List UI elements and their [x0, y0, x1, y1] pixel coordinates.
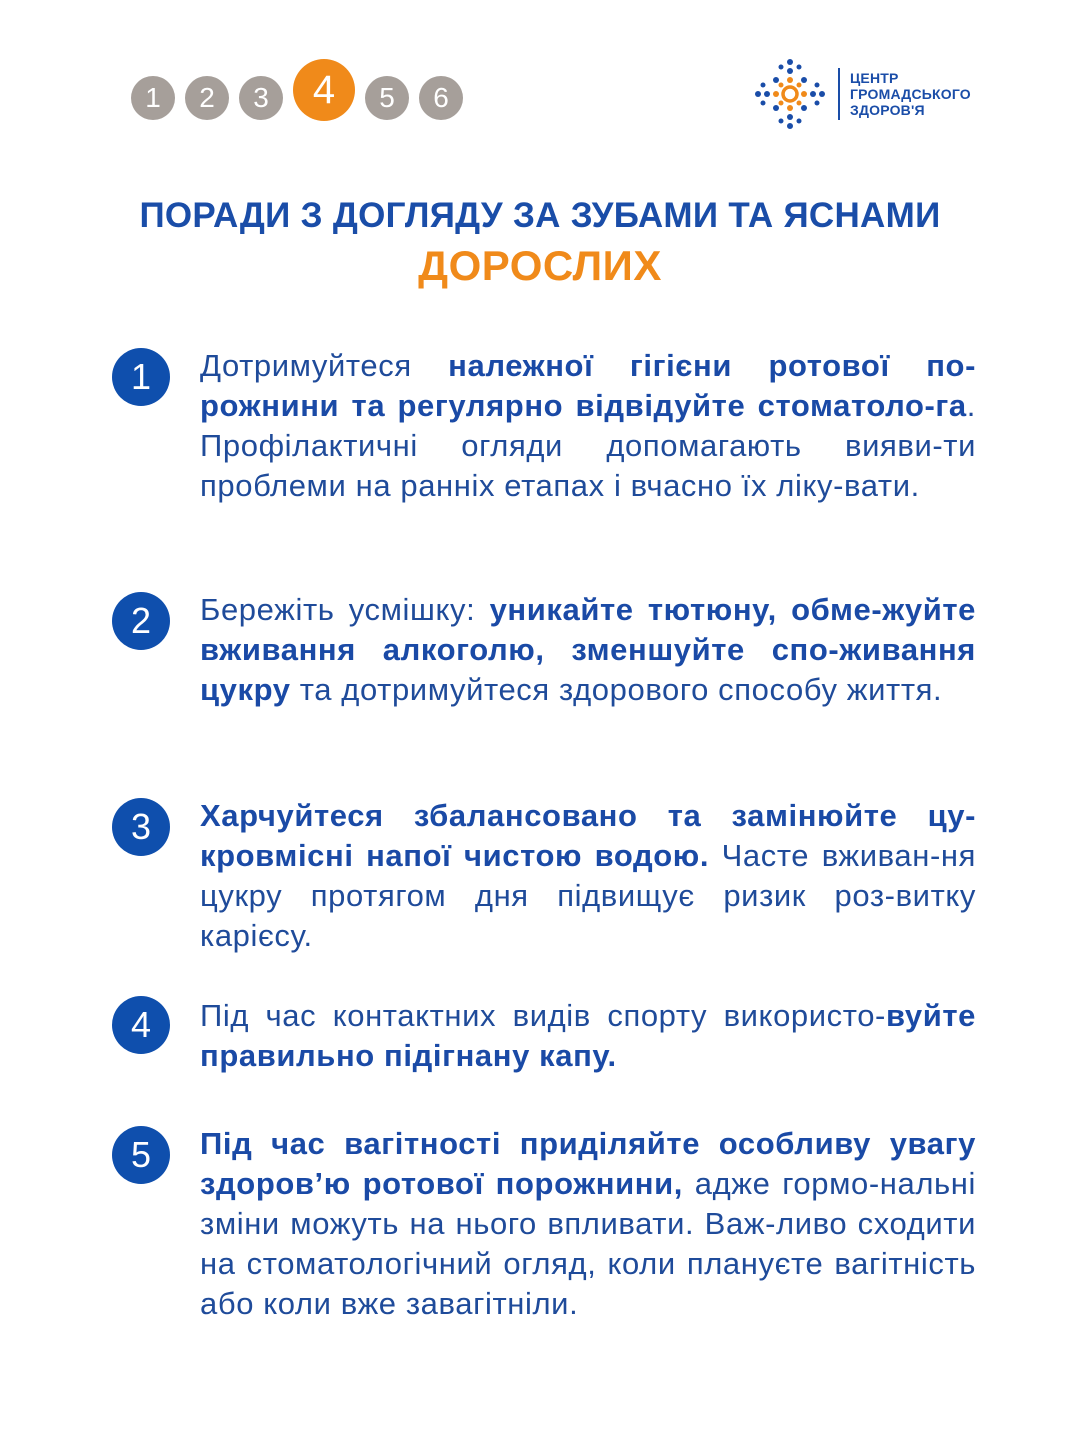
tip-text-bold: вуйте правильно підігнану капу. [200, 998, 976, 1073]
logo-text-line3: ЗДОРОВ'Я [850, 102, 925, 118]
tip-number-badge: 5 [112, 1126, 170, 1184]
tip-text-regular: Бережіть усмішку: [200, 592, 490, 627]
tip-text-regular: Часте вживан-ня цукру протягом дня підвищує ризик роз-витку карієсу. [200, 838, 976, 953]
page-dot-1: 1 [131, 76, 175, 120]
tip-text-bold: уникайте тютюну, обме-жуйте вживання алкоголю, зменшуйте спо-живання цукру [200, 592, 976, 707]
page-dot-5: 5 [365, 76, 409, 120]
logo [754, 58, 971, 130]
tip-text-regular: Під час контактних видів спорту використо- [200, 998, 886, 1033]
tip-text [200, 346, 976, 506]
tip-number-badge: 4 [112, 996, 170, 1054]
tip-text-regular: Дотримуйтеся [200, 348, 449, 383]
tip-number-badge: 2 [112, 592, 170, 650]
logo-text [850, 70, 971, 118]
page-dot-6: 6 [419, 76, 463, 120]
page-stepper [131, 66, 463, 130]
tip-text-regular: та дотримуйтеся здорового способу життя. [290, 672, 943, 707]
tip-text [200, 996, 976, 1076]
tip-text-regular: адже гормо-нальні зміни можуть на нього впливати. Важ-ливо сходити на стоматологічний огляд, коли плануєте вагітність або коли вже завагітніли. [200, 1166, 976, 1321]
tip-text-regular: . Профілактичні огляди допомагають вияви-ти проблеми на ранніх етапах і вчасно їх ліку-вати. [200, 388, 976, 503]
logo-text-line1: ЦЕНТР [850, 70, 899, 86]
tip-text-bold: Під час вагітності приділяйте особливу увагу здоров’ю ротової порожнини, [200, 1126, 976, 1201]
logo-divider [838, 68, 840, 120]
page-subtitle: ДОРОСЛИХ [418, 242, 662, 289]
tip-text-bold: Харчуйтеся збалансовано та замінюйте цу-кровмісні напої чистою водою. [200, 798, 976, 873]
tip-number-badge: 1 [112, 348, 170, 406]
logo-text-line2: ГРОМАДСЬКОГО [850, 86, 971, 102]
page-dot-2: 2 [185, 76, 229, 120]
page-title: ПОРАДИ З ДОГЛЯДУ ЗА ЗУБАМИ ТА ЯСНАМИ [139, 196, 941, 235]
tip-text [200, 796, 976, 956]
tip-text-bold: належної гігієни ротової по-рожнини та регулярно відвідуйте стоматоло-га [200, 348, 976, 423]
logo-dots-icon [754, 58, 826, 130]
page-dot-3: 3 [239, 76, 283, 120]
tip-number-badge: 3 [112, 798, 170, 856]
page-dot-active: 4 [293, 59, 355, 121]
tip-text [200, 1124, 976, 1324]
tip-text [200, 590, 976, 710]
